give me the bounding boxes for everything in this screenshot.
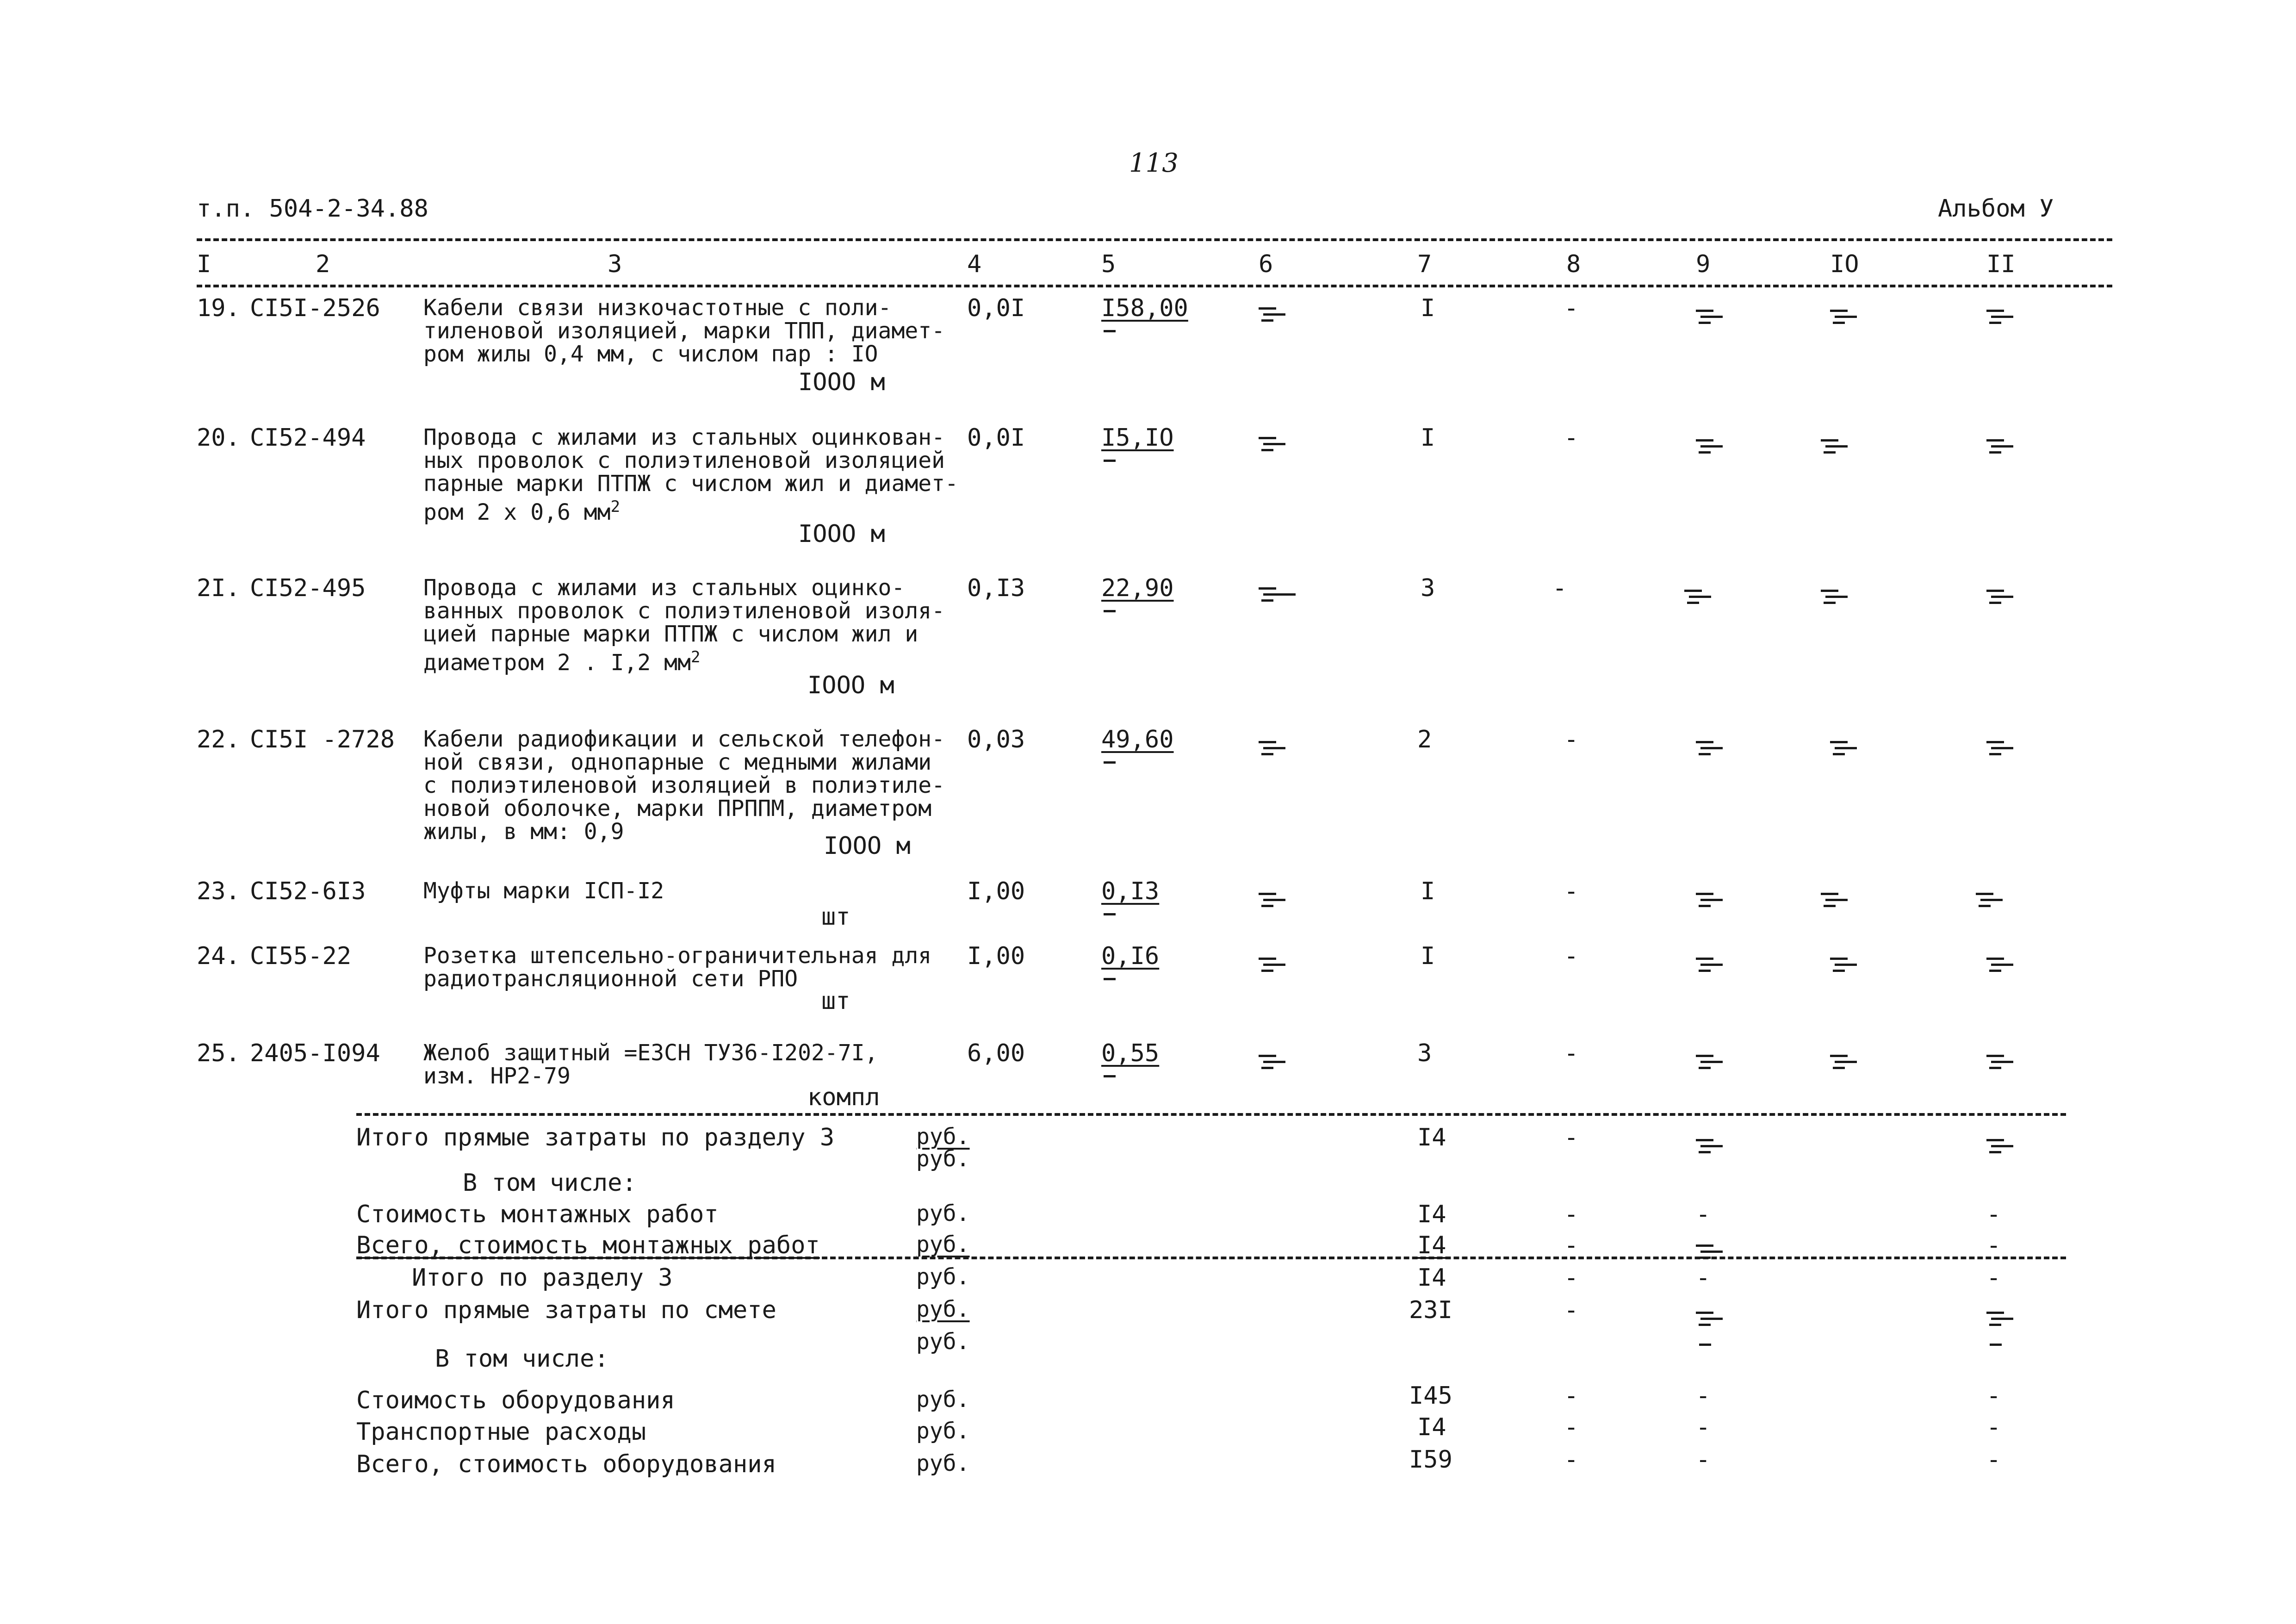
col-header-5: 5 (1101, 250, 1116, 278)
ditto-mark (1696, 1048, 1724, 1076)
total-col11: - (1986, 1264, 2001, 1292)
ditto-mark (1986, 1305, 2014, 1333)
ditto-mark (1821, 583, 1849, 611)
ditto-mark (1821, 433, 1849, 460)
row-quantity: 0,03 (967, 726, 1025, 753)
row-code: CI52-6I3 (250, 877, 366, 905)
total-col11: - (1986, 1446, 2001, 1474)
row-description: Кабели связи низкочастотные с поли- тиленовой изоляцией, марки ТПП, диамет- ром жилы 0,4 мм, с числом пар : IO (423, 295, 945, 367)
total-col11: - (1986, 1413, 2001, 1441)
ditto-mark (1830, 303, 1858, 331)
ditto-mark (1830, 951, 1858, 979)
subtotal-rule (356, 1257, 2066, 1259)
total-label: Итого по разделу 3 (412, 1264, 673, 1292)
total-label: Итого прямые затраты по разделу 3 (356, 1124, 835, 1151)
row-description: Розетка штепсельно-ограничительная для радиотрансляционной сети РПО (423, 943, 932, 992)
row-number: 2I. (197, 574, 240, 602)
ditto-mark (1259, 951, 1286, 979)
row-col8: - (1564, 294, 1579, 322)
total-label: Транспортные расходы (356, 1418, 646, 1446)
col-header-4: 4 (967, 250, 982, 278)
ditto-mark (1259, 1048, 1286, 1076)
ditto-mark (1684, 583, 1712, 611)
row-col8: - (1564, 424, 1579, 452)
ditto-mark (1830, 1048, 1858, 1076)
row-price: I5,IO (1101, 424, 1174, 452)
row-number: 25. (197, 1039, 240, 1067)
row-quantity: I,00 (967, 942, 1025, 970)
row-code: CI55-22 (250, 942, 352, 970)
subtotal-heading: В том числе: (435, 1345, 609, 1373)
ditto-mark (1986, 1132, 2014, 1160)
ditto-mark (1696, 433, 1724, 460)
row-unit: IOOO м (824, 832, 911, 860)
row-description: Провода с жилами из стальных оцинкован- ных проволок с полиэтиленовой изоляцией парные марки ПТПЖ с числом жил и диамет- ром 2 х 0,6 $мм^2$ (423, 424, 958, 525)
total-col8: - (1564, 1201, 1579, 1228)
col-header-2: 2 (316, 250, 330, 278)
total-col9: - (1696, 1413, 1711, 1441)
row-unit: компл (807, 1083, 880, 1111)
col-header-10: IO (1830, 250, 1859, 278)
dash-mark (1104, 978, 1116, 980)
total-unit: руб. (916, 1418, 970, 1444)
row-col8: - (1564, 726, 1579, 753)
row-col7: 3 (1421, 574, 1435, 602)
total-col8: - (1564, 1446, 1579, 1474)
total-col8: - (1564, 1382, 1579, 1410)
row-quantity: I,00 (967, 877, 1025, 905)
row-unit: IOOO м (798, 520, 885, 548)
row-quantity: 6,00 (967, 1039, 1025, 1067)
dash-mark (1104, 610, 1116, 612)
ditto-mark (1986, 951, 2014, 979)
total-col7: I4 (1417, 1413, 1446, 1441)
row-col8: - (1564, 877, 1579, 905)
row-quantity: 0,0I (967, 424, 1025, 452)
ditto-mark (1696, 734, 1724, 762)
col-header-6: 6 (1259, 250, 1273, 278)
total-col11: - (1986, 1382, 2001, 1410)
row-col8: - (1552, 574, 1567, 602)
row-code: CI52-495 (250, 574, 366, 602)
header-bottom-rule (197, 285, 2112, 287)
document-code: т.п. 504-2-34.88 (197, 195, 428, 223)
total-unit: руб. (916, 1232, 970, 1257)
col-header-8: 8 (1566, 250, 1581, 278)
col-header-9: 9 (1696, 250, 1711, 278)
ditto-mark (1976, 886, 2004, 914)
total-col7: I4 (1417, 1232, 1446, 1259)
row-number: 23. (197, 877, 240, 905)
row-price: 0,55 (1101, 1039, 1160, 1067)
ditto-mark (1259, 301, 1286, 329)
total-col7: I59 (1409, 1446, 1452, 1474)
total-col8: - (1564, 1232, 1579, 1259)
row-col7: 2 (1417, 726, 1432, 753)
col-header-11: II (1986, 250, 2016, 278)
ditto-mark (1696, 1132, 1724, 1160)
row-unit: IOOO м (798, 368, 885, 396)
total-label: Всего, стоимость оборудования (356, 1450, 776, 1478)
ditto-mark (1986, 303, 2014, 331)
ditto-mark (1986, 734, 2014, 762)
row-price: 22,90 (1101, 574, 1174, 602)
row-price: 49,60 (1101, 726, 1174, 753)
row-number: 20. (197, 424, 240, 452)
ditto-mark (1696, 303, 1724, 331)
row-number: 22. (197, 726, 240, 753)
row-price: 0,I6 (1101, 942, 1160, 970)
dash-mark (1699, 1344, 1711, 1346)
ditto-mark (1986, 1048, 2014, 1076)
row-number: 19. (197, 294, 240, 322)
ditto-mark (1830, 734, 1858, 762)
subtotal-heading: В том числе: (463, 1169, 637, 1197)
total-col7: I4 (1417, 1201, 1446, 1228)
row-quantity: 0,I3 (967, 574, 1025, 602)
total-col7: 23I (1409, 1296, 1452, 1324)
row-code: CI5I-2526 (250, 294, 380, 322)
row-col8: - (1564, 942, 1579, 970)
total-col7: I4 (1417, 1124, 1446, 1151)
row-col7: I (1421, 294, 1435, 322)
ditto-mark (1259, 430, 1286, 458)
row-description: Муфты марки ICП-I2 (423, 878, 664, 904)
col-header-1: I (197, 250, 211, 278)
album-label: Альбом У (1938, 195, 2054, 223)
total-col11: - (1986, 1232, 2001, 1259)
total-unit: руб. (916, 1387, 970, 1412)
total-unit: руб. (916, 1264, 970, 1290)
total-unit: руб. (916, 1124, 970, 1150)
total-col7: I45 (1409, 1382, 1452, 1410)
total-col7: I4 (1417, 1264, 1446, 1292)
page-number: 113 (1129, 148, 1179, 178)
ditto-mark (1696, 951, 1724, 979)
row-col7: 3 (1417, 1039, 1432, 1067)
total-unit: руб. (916, 1201, 970, 1226)
total-col8: - (1564, 1413, 1579, 1441)
row-col7: I (1421, 877, 1435, 905)
total-col11: - (1986, 1201, 2001, 1228)
total-col8: - (1564, 1264, 1579, 1292)
ditto-mark (1986, 433, 2014, 460)
dash-mark (1104, 460, 1116, 462)
row-col7: I (1421, 424, 1435, 452)
dash-mark (1104, 330, 1116, 332)
row-unit: шт (821, 987, 850, 1015)
total-unit: руб. (916, 1450, 970, 1476)
row-description: Провода с жилами из стальных оцинко- ванных проволок с полиэтиленовой изоля- цией парные марки ПТПЖ с числом жил и диаметром 2 . I,2 $мм^2$ (423, 575, 945, 676)
ditto-mark (1696, 886, 1724, 914)
total-unit-2: руб. (916, 1146, 970, 1172)
ditto-mark (1696, 1238, 1724, 1266)
total-label: Стоимость монтажных работ (356, 1201, 719, 1228)
dash-mark (1104, 913, 1116, 915)
row-col7: I (1421, 942, 1435, 970)
ditto-mark (1259, 734, 1286, 762)
total-label: Стоимость оборудования (356, 1387, 675, 1414)
row-price: I58,00 (1101, 294, 1188, 322)
total-label: Итого прямые затраты по смете (356, 1296, 776, 1324)
total-col9: - (1696, 1264, 1711, 1292)
dash-mark (1990, 1344, 2002, 1346)
col-header-3: 3 (608, 250, 622, 278)
row-code: CI5I -2728 (250, 726, 395, 753)
row-quantity: 0,0I (967, 294, 1025, 322)
row-description: Кабели радиофикации и сельской телефон- ной связи, однопарные с медными жилами с полиэтиленовой изоляцией в полиэтиле- новой оболочке, марки ПРППМ, диаметром жилы, в мм: 0,9 (423, 726, 945, 845)
total-col9: - (1696, 1201, 1711, 1228)
section-rule (356, 1113, 2066, 1116)
ditto-mark (1259, 886, 1286, 914)
row-unit: IOOO м (807, 672, 894, 699)
header-top-rule (197, 238, 2112, 241)
total-col8: - (1564, 1296, 1579, 1324)
col-header-7: 7 (1417, 250, 1432, 278)
ditto-mark (1259, 581, 1286, 609)
ditto-mark (1696, 1305, 1724, 1333)
ditto-mark (1986, 583, 2014, 611)
row-price: 0,I3 (1101, 877, 1160, 905)
dash-mark (1104, 761, 1116, 764)
total-unit: руб. (916, 1296, 970, 1322)
row-unit: шт (821, 903, 850, 931)
total-col9: - (1696, 1382, 1711, 1410)
row-col8: - (1564, 1039, 1579, 1067)
total-col9: - (1696, 1446, 1711, 1474)
ditto-mark (1821, 886, 1849, 914)
row-description: Желоб защитный =ЕЗСН ТУ36-I202-7I, изм. НР2-79 (423, 1040, 878, 1089)
row-code: 2405-I094 (250, 1039, 380, 1067)
total-unit-2: руб. (916, 1329, 970, 1355)
row-number: 24. (197, 942, 240, 970)
total-col8: - (1564, 1124, 1579, 1151)
total-label: Всего, стоимость монтажных работ (356, 1232, 820, 1259)
row-code: CI52-494 (250, 424, 366, 452)
dash-mark (1104, 1075, 1116, 1077)
